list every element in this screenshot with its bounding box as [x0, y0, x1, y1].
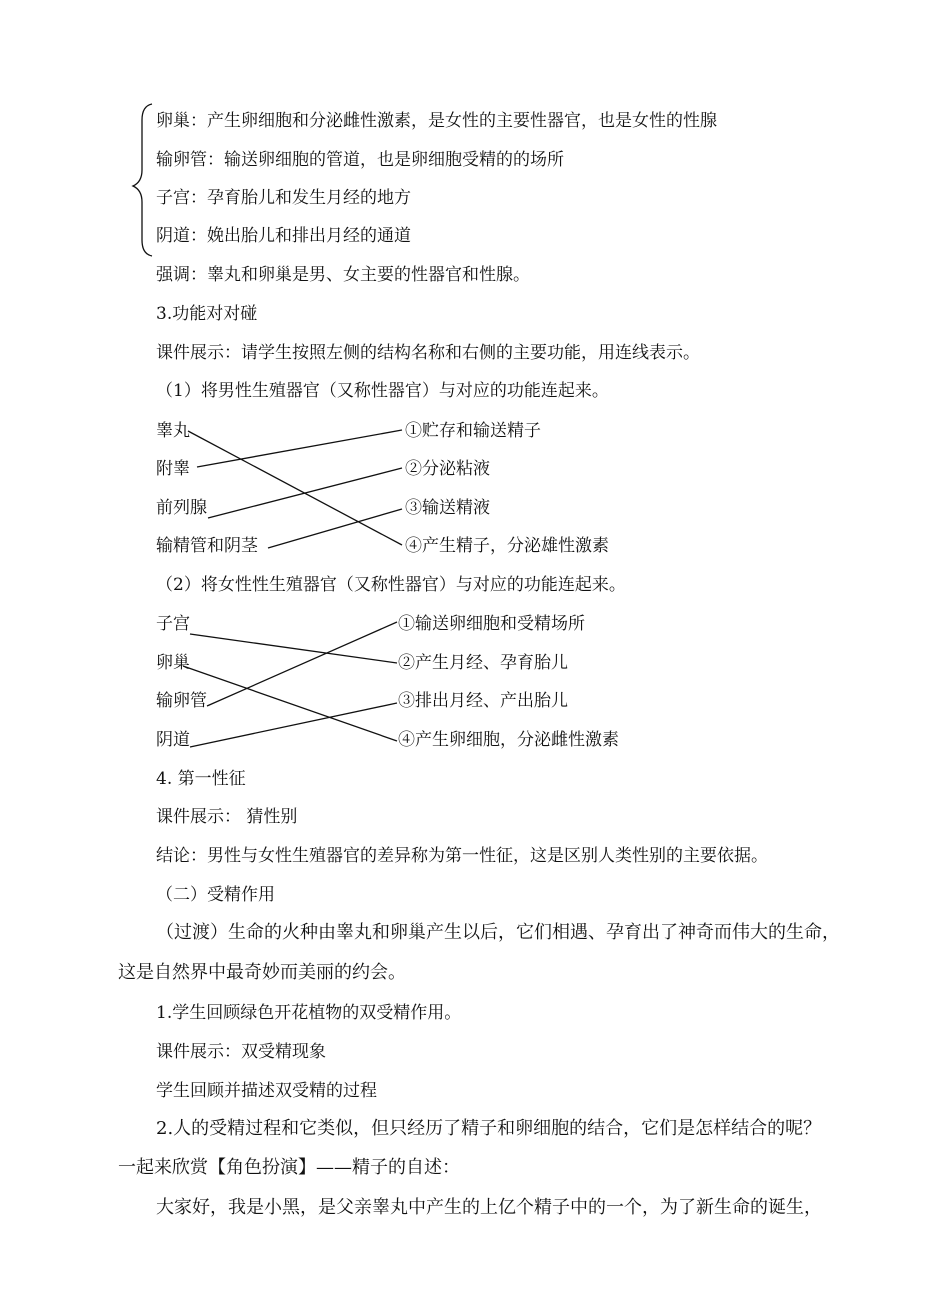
male-function-label: ④产生精子，分泌雄性激素 [405, 536, 609, 556]
connector-line [183, 666, 397, 741]
instruction-text: （1）将男性生殖器官（又称性器官）与对应的功能连起来。 [156, 381, 609, 401]
female-function-label: ④产生卵细胞，分泌雌性激素 [398, 730, 619, 750]
male-organ-label: 睾丸 [156, 421, 190, 441]
connector-line [190, 703, 397, 747]
connector-line [268, 509, 402, 548]
list-item: 1.学生回顾绿色开花植物的双受精作用。 [156, 1003, 462, 1023]
male-function-label: ②分泌粘液 [405, 459, 490, 479]
section-title: 3.功能对对碰 [156, 304, 258, 324]
transition-text: （过渡）生命的火种由睾丸和卵巢产生以后，它们相遇、孕育出了神奇而伟大的生命， [156, 922, 840, 943]
female-function-label: ②产生月经、孕育胎儿 [398, 653, 568, 673]
transition-text: 这是自然界中最奇妙而美丽的约会。 [118, 962, 406, 983]
list-item: 2.人的受精过程和它类似，但只经历了精子和卵细胞的结合，它们是怎样结合的呢？ [156, 1118, 822, 1139]
conclusion-text: 结论：男性与女性生殖器官的差异称为第一性征，这是区别人类性别的主要依据。 [156, 846, 768, 866]
connector-line [188, 431, 402, 545]
male-function-label: ①贮存和输送精子 [405, 421, 541, 441]
female-organ-label: 阴道 [156, 730, 190, 750]
connector-line [197, 430, 402, 467]
female-organ-label: 输卵管 [156, 691, 207, 711]
male-function-label: ③输送精液 [405, 498, 490, 518]
male-organ-label: 附睾 [156, 459, 190, 479]
organ-description: 子宫：孕育胎儿和发生月经的地方 [156, 188, 411, 208]
female-organ-label: 卵巢 [156, 653, 190, 673]
connector-line [208, 468, 402, 518]
male-organ-label: 前列腺 [156, 498, 207, 518]
instruction-text: （2）将女性性生殖器官（又称性器官）与对应的功能连起来。 [156, 575, 626, 595]
organ-description: 输卵管：输送卵细胞的管道，也是卵细胞受精的的场所 [156, 150, 564, 170]
courseware-text: 课件展示：双受精现象 [156, 1042, 326, 1062]
female-function-label: ③排出月经、产出胎儿 [398, 691, 568, 711]
male-organ-label: 输精管和阴茎 [156, 536, 258, 556]
organ-description: 阴道：娩出胎儿和排出月经的通道 [156, 226, 411, 246]
female-function-label: ①输送卵细胞和受精场所 [398, 614, 585, 634]
connector-line [190, 634, 397, 663]
section-title: 4. 第一性征 [156, 769, 246, 789]
organ-description: 卵巢：产生卵细胞和分泌雌性激素，是女性的主要性器官，也是女性的性腺 [156, 111, 717, 131]
courseware-text: 课件展示：请学生按照左侧的结构名称和右侧的主要功能，用连线表示。 [156, 343, 700, 363]
emphasis-text: 强调：睾丸和卵巢是男、女主要的性器官和性腺。 [156, 265, 530, 285]
review-text: 学生回顾并描述双受精的过程 [156, 1081, 377, 1101]
connector-line [207, 622, 397, 706]
role-play-intro: 一起来欣赏【角色扮演】——精子的自述： [118, 1157, 460, 1178]
section-heading: （二）受精作用 [156, 885, 275, 905]
courseware-text: 课件展示： 猜性别 [156, 807, 298, 827]
speech-text: 大家好，我是小黑，是父亲睾丸中产生的上亿个精子中的一个，为了新生命的诞生， [156, 1197, 822, 1218]
female-organ-label: 子宫 [156, 614, 190, 634]
